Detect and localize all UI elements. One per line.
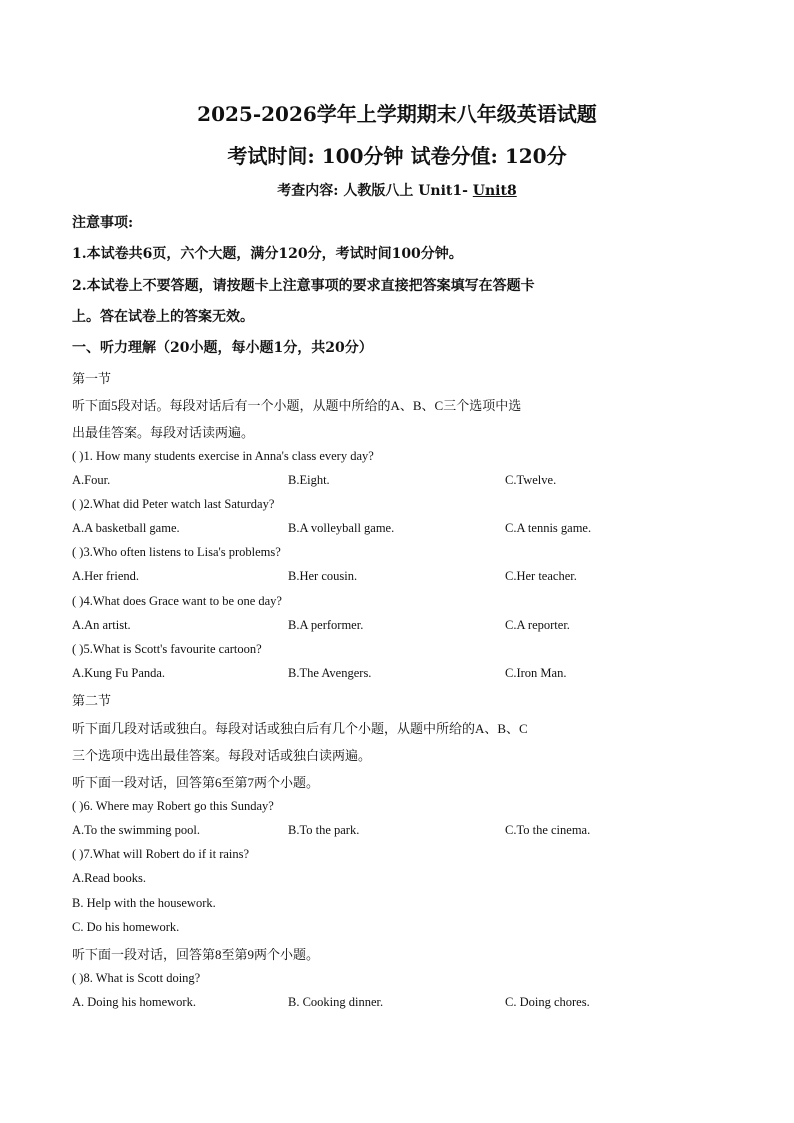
q3-option-b: B.Her cousin. [288,569,358,583]
question-8: ( )8. What is Scott doing? [72,971,201,985]
part2-label: 第二节 [72,693,112,708]
q4-option-a: A.An artist. [72,618,131,632]
q8-option-c: C. Doing chores. [505,995,590,1009]
q2-option-c: C.A tennis game. [505,521,592,535]
question-2: ( )2.What did Peter watch last Saturday? [72,497,275,511]
q8-option-a: A. Doing his homework. [72,995,196,1009]
question-5: ( )5.What is Scott's favourite cartoon? [72,642,262,656]
part1-instruction-line-2: 出最佳答案。每段对话读两遍。 [72,425,255,440]
q7-option-b: B. Help with the housework. [72,896,216,910]
exam-title: 2025-2026学年上学期期末八年级英语试题 [197,102,597,126]
question-3: ( )3.Who often listens to Lisa's problems? [72,545,281,559]
section1-heading: 一、听力理解（20小题，每小题1分，共20分） [72,340,373,356]
q5-option-b: B.The Avengers. [288,666,372,680]
notice-item-2-line-2: 上。答在试卷上的答案无效。 [72,309,254,325]
part2-instruction-line-1: 听下面几段对话或独白。每段对话或独白后有几个小题，从题中所给的A、B、C [72,721,528,736]
question-4: ( )4.What does Grace want to be one day? [72,594,282,608]
q3-option-a: A.Her friend. [72,569,139,583]
question-6: ( )6. Where may Robert go this Sunday? [72,799,274,813]
q3-option-c: C.Her teacher. [505,569,577,583]
q5-option-a: A.Kung Fu Panda. [72,666,166,680]
q7-option-c: C. Do his homework. [72,920,180,934]
q4-option-b: B.A performer. [288,618,364,632]
q8-option-b: B. Cooking dinner. [288,995,384,1009]
q1-option-b: B.Eight. [288,473,330,487]
q2-option-b: B.A volleyball game. [288,521,395,535]
question-1: ( )1. How many students exercise in Anna's class every day? [72,449,374,463]
question-7: ( )7.What will Robert do if it rains? [72,847,250,861]
q6-option-c: C.To the cinema. [505,823,591,837]
part1-instruction-line-1: 听下面5段对话。每段对话后有一个小题，从题中所给的A、B、C三个选项中选 [72,398,522,413]
q1-option-a: A.Four. [72,473,111,487]
notice-item-2-line-1: 2.本试卷上不要答题，请按题卡上注意事项的要求直接把答案填写在答题卡 [72,278,535,294]
notice-item-1: 1.本试卷共6页，六个大题，满分120分，考试时间100分钟。 [72,246,463,262]
q7-option-a: A.Read books. [72,871,146,885]
q4-option-c: C.A reporter. [505,618,570,632]
q6-option-a: A.To the swimming pool. [72,823,200,837]
part2-group-2: 听下面一段对话，回答第8至第9两个小题。 [72,947,320,962]
exam-subtitle: 考试时间: 100分钟 试卷分值: 120分 [227,144,567,168]
notice-heading: 注意事项: [72,215,134,231]
q6-option-b: B.To the park. [288,823,360,837]
q2-option-a: A.A basketball game. [72,521,180,535]
exam-scope [0,180,794,200]
part1-label: 第一节 [72,371,112,386]
scope-underlined: Unit8 [472,183,517,199]
q5-option-c: C.Iron Man. [505,666,567,680]
scope-prefix: 考查内容: 人教版八上 Unit1- [277,183,473,199]
q1-option-c: C.Twelve. [505,473,557,487]
part2-group-1: 听下面一段对话，回答第6至第7两个小题。 [72,775,320,790]
part2-instruction-line-2: 三个选项中选出最佳答案。每段对话或独白读两遍。 [72,748,372,763]
